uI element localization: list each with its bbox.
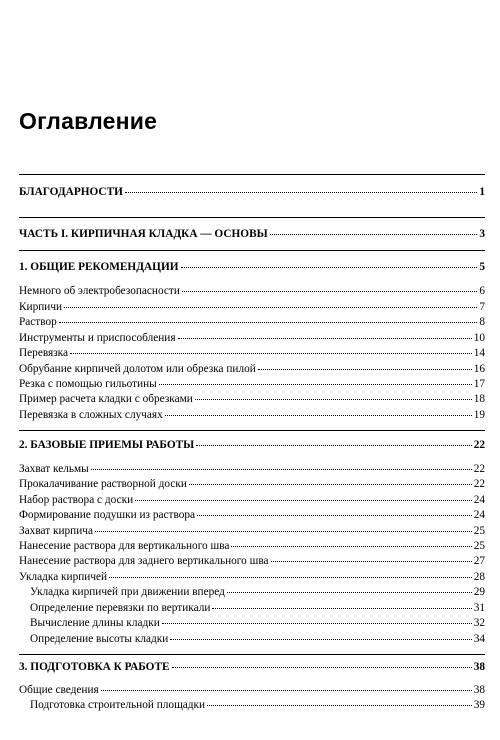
toc-entry[interactable] bbox=[19, 362, 485, 376]
toc-entry[interactable] bbox=[19, 683, 485, 697]
toc-entry[interactable] bbox=[19, 570, 485, 584]
toc-subentry[interactable] bbox=[30, 616, 485, 630]
toc-page-number: 6 bbox=[479, 285, 485, 297]
toc-entry-chapter-3[interactable] bbox=[19, 660, 485, 674]
leader-dots bbox=[91, 468, 472, 470]
toc-entry-title: 2. БАЗОВЫЕ ПРИЕМЫ РАБОТЫ bbox=[19, 439, 195, 451]
leader-dots bbox=[212, 607, 471, 609]
toc-page-number: 10 bbox=[473, 332, 485, 344]
toc-page-number: 27 bbox=[473, 555, 485, 567]
toc-page-number: 25 bbox=[473, 540, 485, 552]
toc-page-number: 8 bbox=[479, 316, 485, 328]
toc-entry-title: Пример расчета кладки с обрезками bbox=[19, 393, 193, 405]
toc-entry[interactable] bbox=[19, 392, 485, 406]
toc-page-number: 38 bbox=[473, 661, 485, 673]
leader-dots bbox=[197, 514, 472, 516]
toc-subentry[interactable] bbox=[30, 601, 485, 615]
leader-dots bbox=[271, 560, 472, 562]
toc-entry-title: 3. ПОДГОТОВКА К РАБОТЕ bbox=[19, 661, 170, 673]
toc-page-number: 17 bbox=[473, 378, 485, 390]
toc-entry-title: Перевязка bbox=[19, 347, 69, 359]
toc-page-number: 24 bbox=[473, 494, 485, 506]
toc-entry-title: БЛАГОДАРНОСТИ bbox=[19, 186, 123, 198]
leader-dots bbox=[172, 666, 472, 668]
toc-entry-title: Определение высоты кладки bbox=[30, 633, 169, 645]
toc-entry[interactable] bbox=[19, 508, 485, 522]
leader-dots bbox=[258, 368, 472, 370]
leader-dots bbox=[101, 689, 472, 691]
leader-dots bbox=[181, 266, 477, 268]
leader-dots bbox=[231, 545, 471, 547]
toc-entry-part-1[interactable] bbox=[19, 227, 485, 241]
toc-entry-title: Захват кирпича bbox=[19, 525, 93, 537]
toc-page-number: 34 bbox=[473, 633, 485, 645]
toc-entry-title: Формирование подушки из раствора bbox=[19, 509, 196, 521]
toc-entry[interactable] bbox=[19, 554, 485, 568]
page-title: Оглавление bbox=[19, 108, 158, 134]
toc-entry-title: Обрубание кирпичей долотом или обрезка пилой bbox=[19, 363, 256, 375]
leader-dots bbox=[207, 704, 472, 706]
toc-page-number: 22 bbox=[473, 439, 485, 451]
toc-entry[interactable] bbox=[19, 346, 485, 360]
toc-page-number: 29 bbox=[473, 586, 485, 598]
toc-entry-title: Кирпичи bbox=[19, 301, 63, 313]
toc-page-number: 32 bbox=[473, 617, 485, 629]
toc-entry-title: Немного об электробезопасности bbox=[19, 285, 180, 297]
section-rule bbox=[19, 217, 485, 218]
toc-subentry[interactable] bbox=[30, 632, 485, 646]
leader-dots bbox=[189, 483, 472, 485]
leader-dots bbox=[70, 352, 472, 354]
leader-dots bbox=[170, 638, 471, 640]
section-rule bbox=[19, 250, 485, 251]
toc-subentry[interactable] bbox=[30, 585, 485, 599]
toc-entry[interactable] bbox=[19, 408, 485, 422]
leader-dots bbox=[182, 290, 477, 292]
toc-page-number: 31 bbox=[473, 602, 485, 614]
toc-entry[interactable] bbox=[19, 315, 485, 329]
toc-page-number: 38 bbox=[473, 684, 485, 696]
toc-page-number: 18 bbox=[473, 393, 485, 405]
toc-page-number: 5 bbox=[479, 261, 485, 273]
toc-page-number: 16 bbox=[473, 363, 485, 375]
toc-entry[interactable] bbox=[19, 539, 485, 553]
leader-dots bbox=[270, 233, 477, 235]
toc-entry[interactable] bbox=[19, 477, 485, 491]
toc-page-number: 25 bbox=[473, 525, 485, 537]
toc-page-number: 7 bbox=[479, 301, 485, 313]
toc-entry-title: Определение перевязки по вертикали bbox=[30, 602, 211, 614]
toc-entry[interactable] bbox=[19, 462, 485, 476]
toc-entry-title: Укладка кирпичей bbox=[19, 571, 108, 583]
leader-dots bbox=[109, 576, 472, 578]
toc-page-number: 39 bbox=[473, 699, 485, 711]
toc-page-number: 1 bbox=[479, 186, 485, 198]
toc-entry-title: Прокалачивание растворной доски bbox=[19, 478, 187, 490]
toc-page-number: 19 bbox=[473, 409, 485, 421]
leader-dots bbox=[178, 337, 472, 339]
toc-page-number: 22 bbox=[473, 463, 485, 475]
toc-entry-title: Вычисление длины кладки bbox=[30, 617, 160, 629]
leader-dots bbox=[125, 191, 477, 193]
toc-entry-title: Захват кельмы bbox=[19, 463, 89, 475]
toc-entry-title: Резка с помощью гильотины bbox=[19, 378, 157, 390]
leader-dots bbox=[195, 398, 472, 400]
leader-dots bbox=[165, 414, 472, 416]
toc-entry-title: Укладка кирпичей при движении вперед bbox=[30, 586, 225, 598]
leader-dots bbox=[64, 306, 477, 308]
toc-page-number: 24 bbox=[473, 509, 485, 521]
toc-entry[interactable] bbox=[19, 524, 485, 538]
toc-entry-title: Набор раствора с доски bbox=[19, 494, 134, 506]
toc-subentry[interactable] bbox=[30, 698, 485, 712]
toc-entry-chapter-2[interactable] bbox=[19, 438, 485, 452]
toc-entry-title: ЧАСТЬ I. КИРПИЧНАЯ КЛАДКА — ОСНОВЫ bbox=[19, 228, 268, 240]
toc-entry-title: 1. ОБЩИЕ РЕКОМЕНДАЦИИ bbox=[19, 261, 179, 273]
section-rule bbox=[19, 430, 485, 431]
toc-entry-title: Общие сведения bbox=[19, 684, 99, 696]
section-rule bbox=[19, 654, 485, 655]
toc-entry-acknowledgements[interactable] bbox=[19, 185, 485, 199]
toc-entry[interactable] bbox=[19, 331, 485, 345]
toc-entry[interactable] bbox=[19, 377, 485, 391]
leader-dots bbox=[196, 444, 471, 446]
toc-entry[interactable] bbox=[19, 284, 485, 298]
toc-page-number: 22 bbox=[473, 478, 485, 490]
leader-dots bbox=[162, 622, 472, 624]
toc-entry-title: Перевязка в сложных случаях bbox=[19, 409, 163, 421]
toc-entry-title: Раствор bbox=[19, 316, 57, 328]
toc-entry[interactable] bbox=[19, 300, 485, 314]
leader-dots bbox=[95, 530, 472, 532]
toc-entry[interactable] bbox=[19, 493, 485, 507]
section-rule bbox=[19, 174, 485, 175]
toc-page-number: 28 bbox=[473, 571, 485, 583]
toc-entry-chapter-1[interactable] bbox=[19, 260, 485, 274]
leader-dots bbox=[135, 499, 472, 501]
toc-entry-title: Подготовка строительной площадки bbox=[30, 699, 206, 711]
toc-entry-title: Нанесение раствора для заднего вертикального шва bbox=[19, 555, 269, 567]
toc-entry-title: Нанесение раствора для вертикального шва bbox=[19, 540, 230, 552]
leader-dots bbox=[59, 321, 477, 323]
leader-dots bbox=[159, 383, 472, 385]
toc-page-number: 14 bbox=[473, 347, 485, 359]
toc-page-number: 3 bbox=[479, 228, 485, 240]
toc-entry-title: Инструменты и приспособления bbox=[19, 332, 176, 344]
leader-dots bbox=[227, 591, 472, 593]
